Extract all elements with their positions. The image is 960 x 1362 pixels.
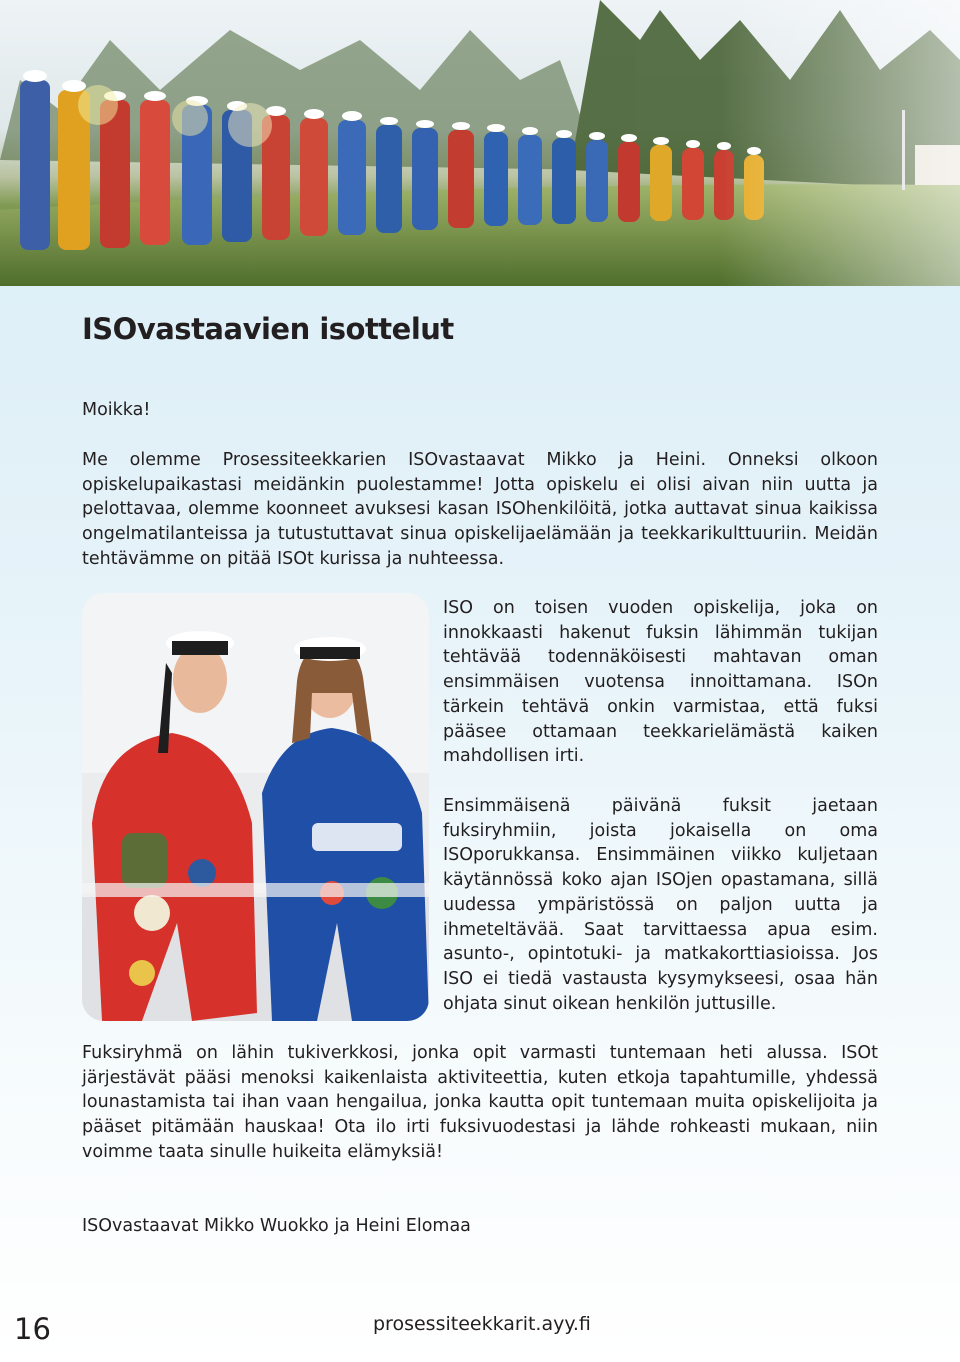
fuksiryhma-paragraph: Fuksiryhmä on lähin tukiverkkosi, jonka opit varmasti tuntemaan heti alussa. ISOt järjestävät pääsi menoksi kaikenlaista aktiviteettia, kuten etkoja tapahtumille, yhdessä lounastamista tai ihan vaan hengailua, jonka kautta opit tuntemaan muita opiskelijoita ja pääset pitämään hauskaa! Ota ilo irti fuksivuodestasi ja lähde rohkeasti mukaan, niin voimme taata sinulle huikeita elämyksiä! — [82, 1043, 878, 1162]
footer-url: prosessiteekkarit.ayy.fi — [373, 1313, 591, 1335]
iso-couple-photo — [82, 593, 429, 1021]
banner-photo — [0, 0, 960, 286]
signature-text: ISOvastaavat Mikko Wuokko ja Heini Elomaa — [82, 1216, 471, 1236]
first-day-paragraph: Ensimmäisenä päivänä fuksit jaetaan fuksiryhmiin, joista jokaisella on oma ISOporukkansa. Ensimmäinen viikko kuljetaan käytännössä koko ajan ISOjen opastamana, sillä uudessa ympäristössä on paljon uutta ja ihmeteltävää. Saat tarvittaessa apua esim. asunto-, opintotuki- ja matkakorttiasioissa. Jos ISO ei tiedä vastausta kysymykseesi, osaa hän ohjata sinut oikean henkilön juttusille. — [443, 796, 878, 1014]
article-title: ISOvastaavien isottelut — [82, 312, 454, 346]
photo-illustration — [82, 593, 429, 1021]
iso-definition-paragraph: ISO on toisen vuoden opiskelija, joka on innokkaasti hakenut fuksin lähimmän tukijan tehtävää todennäköisesti mahtavan oman ensimmäisen vuotensa innoittamana. ISOn tärkein tehtävä onkin varmistaa, että fuksi pääsee ottamaan teekkarielämästä kaiken mahdollisen irti. — [443, 598, 878, 767]
page-number: 16 — [14, 1312, 51, 1346]
greeting-text: Moikka! — [82, 400, 151, 420]
intro-paragraph: Me olemme Prosessiteekkarien ISOvastaavat Mikko ja Heini. Onneksi olkoon opiskelupaikastasi meidänkin puolestamme! Jotta opiskelu ei olisi aivan niin uutta ja pelottavaa, olemme koonneet avuksesi kasan ISOhenkilöitä, jotka auttavat sinua kaikissa ongelmatilanteissa ja tutustuttavat sinua opiskelijaelämään ja teekkarikulttuuriin. Meidän tehtävämme on pitää ISOt kurissa ja nuhteessa. — [82, 450, 878, 569]
banner-illustration — [0, 0, 960, 286]
